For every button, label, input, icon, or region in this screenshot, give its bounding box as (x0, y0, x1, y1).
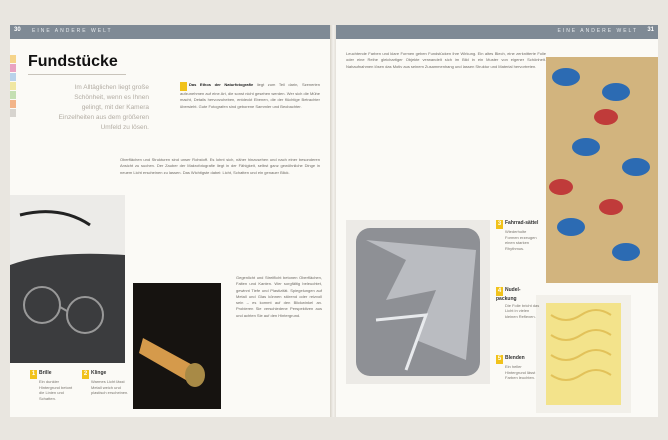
folio-left: 30 (14, 27, 21, 33)
caption-5: 5 Blenden Ein heller Hintergrund lässt Farben leuchten. (497, 355, 536, 380)
drop-box (180, 82, 187, 91)
column-lower-right (236, 275, 322, 415)
column-text: Leuchtende Farben und klare Formen geben Fundstücken ihre Wirkung. Ein altes Blech, eine zerknitterte Folie oder eine Reihe gleichartiger Objekte verwandelt sich im Bild in ein Muster von eigener Schönheit. Nahaufnahmen lösen das Motiv aus seinem Zusammenhang und lassen Struktur und Material hervortreten. (346, 51, 546, 69)
running-head-right: EINE ANDERE WELT (557, 28, 638, 34)
photo-foil-package (346, 220, 490, 384)
photo-blade (133, 283, 221, 409)
section-tab (10, 100, 16, 108)
photo-noodles (536, 295, 631, 413)
section-tab (10, 91, 16, 99)
section-tab (10, 82, 16, 90)
section-tab (10, 73, 16, 81)
column-text: Oberflächen und Strukturen sind unser Rohstoff. Es lohnt sich, näher hinzusehen und nach einer besonderen Ansicht zu suchen. Der Zauber der Makrofotografie liegt in der Fähigkeit, selbst ganz gewöhnliche Dinge in neuem Licht erscheinen zu lassen. Das Wichtigste dabei: Licht, Schatten und ein genauer Blick. (120, 157, 320, 175)
caption-3: 3 Fahrrad-sättel Wiederholte Formen erzeugen einen starken Rhythmus. (497, 220, 539, 251)
title-rule (28, 74, 126, 75)
caption-1: 1 Brille Ein dunkler Hintergrund betont die Linien und Schatten. (31, 370, 73, 401)
section-tabs (10, 55, 16, 118)
folio-right: 31 (647, 27, 654, 33)
photo-bike-saddles (546, 57, 658, 283)
column-text: Gegenlicht und Streiflicht betonen Oberflächen, Falten und Kanten. Wer sorgfältig beleuchtet, gewinnt Tiefe und Plastizität. Spiegelungen auf Metall und Glas können störend oder reizvoll sein – es kommt auf den Blickwinkel an. Probieren Sie verschiedene Perspektiven aus und achten Sie auf den Hintergrund. (236, 275, 322, 318)
section-tab (10, 109, 16, 117)
intro-text: Im Alltäglichen liegt große Schönheit, wenn es Ihnen gelingt, mit der Kamera Einzelheiten aus dem größeren Umfeld zu lösen. (58, 84, 149, 131)
page-title: Fundstücke (28, 53, 118, 70)
section-tab (10, 64, 16, 72)
column-middle (120, 157, 320, 267)
left-page (10, 25, 332, 417)
right-page (336, 25, 658, 417)
caption-4: 4 Nudel-packung Die Folie bricht das Licht in vielen kleinen Reflexen. (496, 287, 540, 319)
caption-2: 2 Klinge Warmes Licht lässt Metall weich und plastisch erscheinen. (83, 370, 129, 395)
column-right-top (346, 51, 546, 211)
section-tab (10, 55, 16, 63)
photo-glasses (10, 195, 125, 363)
column-text: liegt zum Teil darin, Szenerien aufzunehmen auf eine Art, die sonst nicht gesehen werden. Wer sich die Mühe macht, Details hervorzuheben, entdeckt Ebenen, die der flüchtige Betrachter übersieht. Gute Fotografen sind geborene Sammler und Beobachter. (180, 82, 320, 109)
lead-in: Das Ethos der Naturfotografie (189, 82, 254, 87)
running-head-left: EINE ANDERE WELT (32, 28, 113, 34)
column-top-right (180, 82, 320, 152)
